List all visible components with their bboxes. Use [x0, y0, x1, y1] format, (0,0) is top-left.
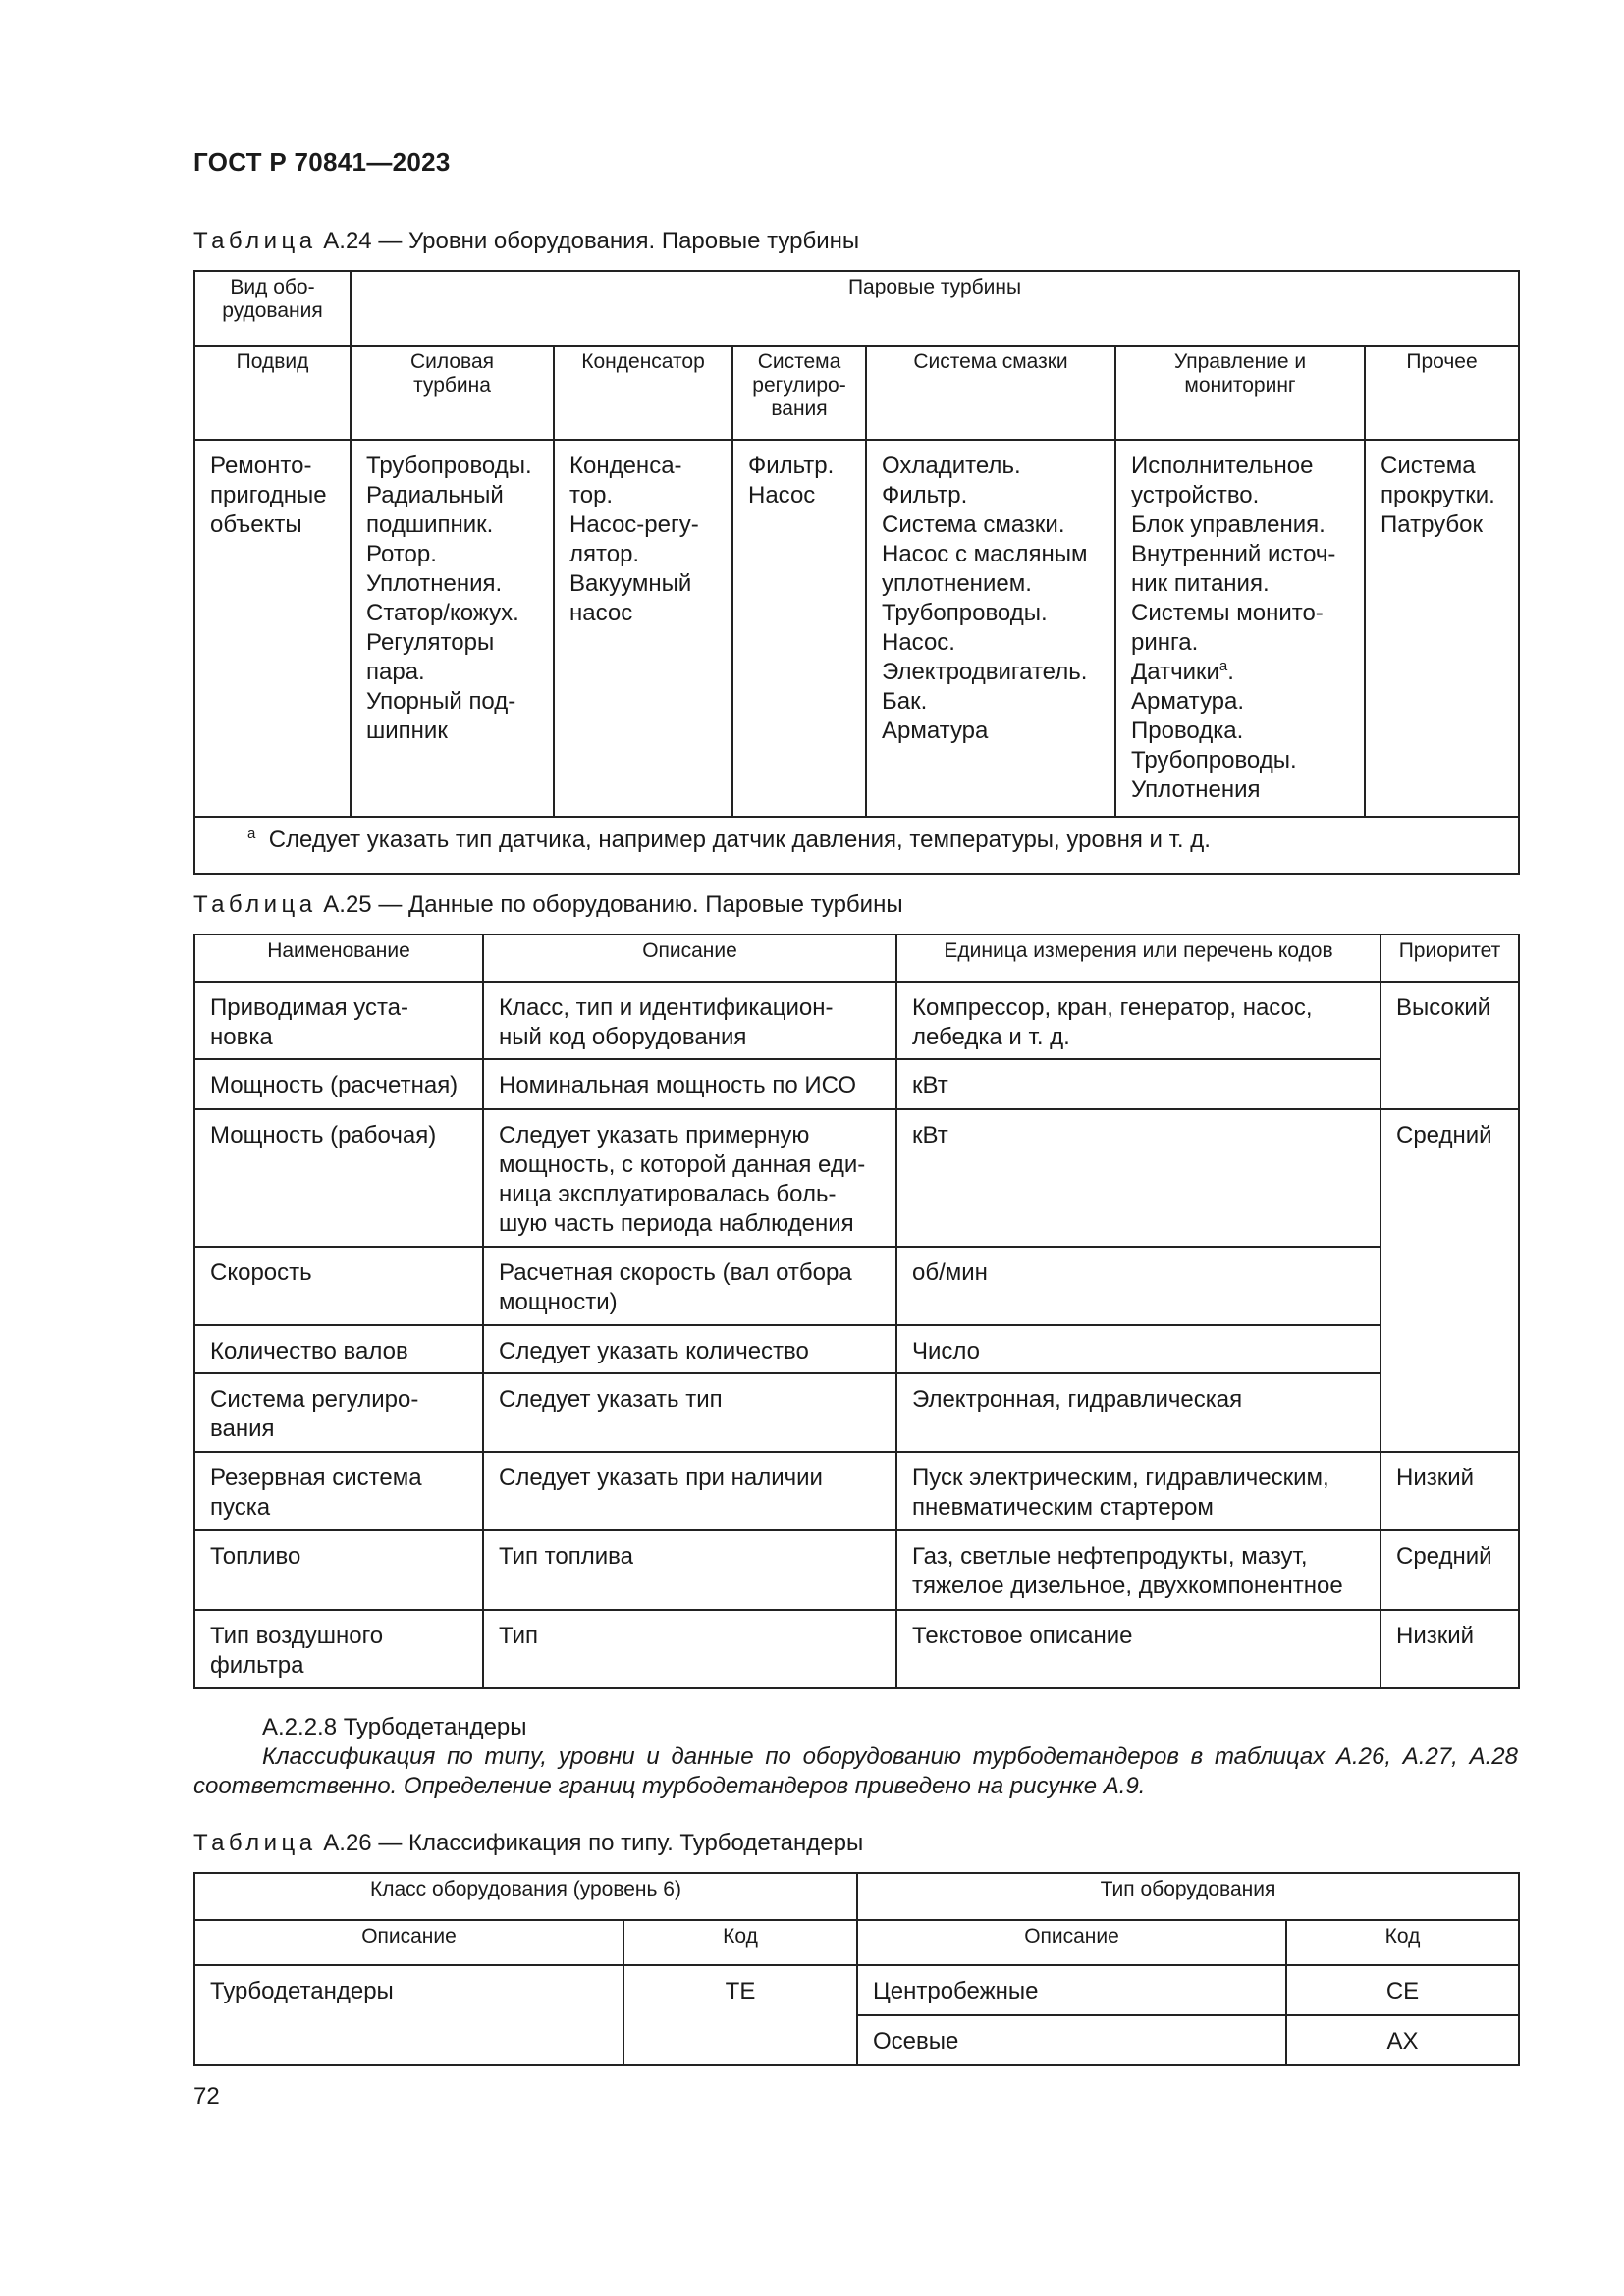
class-code-cell: TE	[623, 1965, 857, 2065]
unit-cell: кВт	[896, 1109, 1380, 1247]
table-cell: Охладитель. Фильтр. Система смазки. Насос с масляным уплотнением. Трубопроводы. Насос. Электродвигатель. Бак. Арматура	[866, 440, 1115, 817]
table-caption-a25: Таблица А.25 — Данные по оборудованию. Паровые турбины	[193, 891, 903, 918]
group-header: Тип оборудования	[857, 1873, 1519, 1920]
table-cell: Конденса- тор. Насос-регу- лятор. Вакуумный насос	[554, 440, 732, 817]
type-code-cell: AX	[1286, 2015, 1519, 2065]
description-cell: Следует указать тип	[483, 1373, 896, 1452]
group-header: Класс оборудования (уровень 6)	[194, 1873, 857, 1920]
unit-cell: об/мин	[896, 1247, 1380, 1325]
unit-cell: Пуск электрическим, гидравлическим, пневматическим стартером	[896, 1452, 1380, 1530]
table-row	[194, 1965, 1519, 2015]
column-header: Прочее	[1365, 346, 1519, 440]
row-label: Ремонто- пригодные объекты	[194, 440, 351, 817]
type-description-cell: Осевые	[857, 2015, 1286, 2065]
unit-cell: Число	[896, 1325, 1380, 1373]
priority-cell: Низкий	[1380, 1610, 1519, 1688]
priority-cell: Средний	[1380, 1530, 1519, 1610]
description-cell: Следует указать при наличии	[483, 1452, 896, 1530]
table-row	[194, 982, 1519, 1059]
section-paragraph: Классификация по типу, уровни и данные по оборудованию турбодетандеров в таблицах А.26, А.27, А.28 соответственно. Определение границ турбодетандеров приведено на рисунке А.9.	[193, 1743, 1518, 1799]
unit-cell: Электронная, гидравлическая	[896, 1373, 1380, 1452]
table-cell-control: Исполнительное устройство. Блок управления. Внутренний источ- ник питания. Системы монито- ринга. Датчики$^a$. Арматура. Проводка. Трубопроводы. Уплотнения	[1115, 440, 1365, 817]
unit-cell: кВт	[896, 1059, 1380, 1109]
description-cell: Тип топлива	[483, 1530, 896, 1610]
name-cell: Приводимая уста- новка	[194, 982, 483, 1059]
table-caption-a26: Таблица А.26 — Классификация по типу. Турбодетандеры	[193, 1830, 864, 1856]
page-number: 72	[193, 2083, 220, 2109]
column-header: Описание	[857, 1920, 1286, 1965]
table-cell: Трубопроводы. Радиальный подшипник. Ротор. Уплотнения. Статор/кожух. Регуляторы пара. Упорный под- шипник	[351, 440, 554, 817]
name-cell: Топливо	[194, 1530, 483, 1610]
unit-cell: Газ, светлые нефтепродукты, мазут, тяжелое дизельное, двухкомпонентное	[896, 1530, 1380, 1610]
description-cell: Следует указать примерную мощность, с которой данная еди- ница эксплуатировалась боль- шую часть периода наблюдения	[483, 1109, 896, 1247]
table-row	[194, 1530, 1519, 1610]
name-cell: Количество валов	[194, 1325, 483, 1373]
name-cell: Тип воздушного фильтра	[194, 1610, 483, 1688]
table-cell: Фильтр. Насос	[732, 440, 866, 817]
column-header: Наименование	[194, 934, 483, 982]
column-header: Конденсатор	[554, 346, 732, 440]
column-header: Код	[623, 1920, 857, 1965]
table-a24	[193, 270, 1520, 875]
description-cell: Номинальная мощность по ИСО	[483, 1059, 896, 1109]
name-cell: Скорость	[194, 1247, 483, 1325]
footnote-reference: a	[1218, 658, 1228, 674]
document-code: ГОСТ Р 70841—2023	[193, 147, 451, 177]
subtype-label: Подвид	[194, 346, 351, 440]
type-description-cell: Центробежные	[857, 1965, 1286, 2015]
name-cell: Мощность (расчетная)	[194, 1059, 483, 1109]
table-row	[194, 1059, 1519, 1109]
column-header: Система регулиро- вания	[732, 346, 866, 440]
column-header: Управление и мониторинг	[1115, 346, 1365, 440]
section-heading: А.2.2.8 Турбодетандеры	[262, 1714, 527, 1740]
column-header: Система смазки	[866, 346, 1115, 440]
priority-cell: Низкий	[1380, 1452, 1519, 1530]
type-code-cell: CE	[1286, 1965, 1519, 2015]
description-cell: Тип	[483, 1610, 896, 1688]
table-a25	[193, 934, 1520, 1689]
table-row	[194, 1109, 1519, 1247]
table-row	[194, 1452, 1519, 1530]
name-cell: Резервная система пуска	[194, 1452, 483, 1530]
column-header: Описание	[483, 934, 896, 982]
class-description-cell: Турбодетандеры	[194, 1965, 623, 2065]
name-cell: Мощность (рабочая)	[194, 1109, 483, 1247]
equipment-type-label: Вид обо- рудования	[194, 271, 351, 346]
priority-cell: Высокий	[1380, 982, 1519, 1109]
table-row	[194, 1325, 1519, 1373]
column-header: Описание	[194, 1920, 623, 1965]
description-cell: Расчетная скорость (вал отбора мощности)	[483, 1247, 896, 1325]
unit-cell: Текстовое описание	[896, 1610, 1380, 1688]
table-row	[194, 1247, 1519, 1325]
table-row	[194, 1610, 1519, 1688]
column-header: Силовая турбина	[351, 346, 554, 440]
column-header: Единица измерения или перечень кодов	[896, 934, 1380, 982]
table-row	[194, 1373, 1519, 1452]
priority-cell: Средний	[1380, 1109, 1519, 1452]
description-cell: Класс, тип и идентификацион- ный код оборудования	[483, 982, 896, 1059]
unit-cell: Компрессор, кран, генератор, насос, лебедка и т. д.	[896, 982, 1380, 1059]
table-caption-a24: Таблица А.24 — Уровни оборудования. Паровые турбины	[193, 228, 860, 254]
description-cell: Следует указать количество	[483, 1325, 896, 1373]
column-header: Код	[1286, 1920, 1519, 1965]
table-footnote: $^a$ Следует указать тип датчика, например датчик давления, температуры, уровня и т. д.	[194, 817, 1519, 874]
group-label: Паровые турбины	[351, 271, 1519, 346]
table-cell: Система прокрутки. Патрубок	[1365, 440, 1519, 817]
table-a26	[193, 1872, 1520, 2066]
name-cell: Система регулиро- вания	[194, 1373, 483, 1452]
column-header: Приоритет	[1380, 934, 1519, 982]
